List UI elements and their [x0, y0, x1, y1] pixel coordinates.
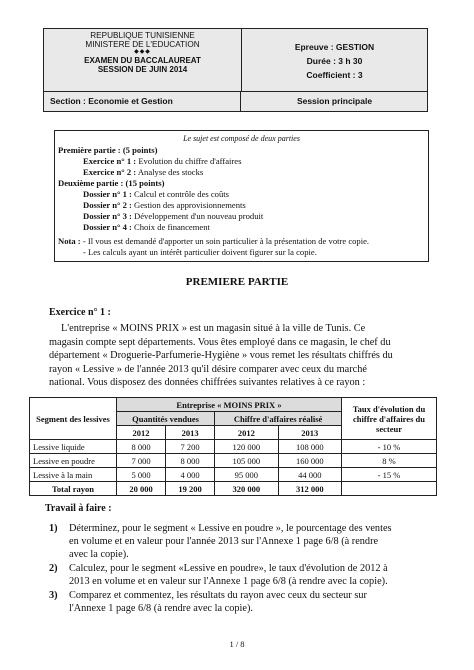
header-coefficient: Coefficient : 3	[306, 70, 363, 80]
intro-line: magasin compte sept départements. Vous êtes employé dans ce magasin, le chef du	[49, 336, 391, 348]
col-ca: Chiffre d'affaires réalisé	[215, 412, 342, 426]
summary-d1: Dossier n° 1 : Calcul et contrôle des coûts	[83, 189, 230, 199]
header-exam: EXAMEN DU BACCALAUREAT	[84, 56, 201, 65]
header-session-date: SESSION DE JUIN 2014	[97, 65, 188, 74]
summary-part2: Deuxième partie : (15 points)	[58, 178, 165, 188]
travail-title: Travail à faire :	[45, 503, 112, 514]
header-ornament: ◆◆◆	[134, 49, 151, 55]
exercise-title: Exercice n° 1 :	[49, 307, 111, 318]
header-bottom-row	[44, 91, 427, 111]
col-taux: Taux d'évolution du chiffre d'affaires du secteur	[342, 398, 437, 440]
intro-line: département « Droguerie-Parfumerie-Hygiène » vous remet les résultats chiffrés du	[49, 350, 393, 361]
summary-nota-2: - Les calculs ayant un intérêt particulier doivent figurer sur la copie.	[83, 247, 317, 257]
table-row: Lessive en poudre 7 000 8 000 105 000 160 000 8 %	[30, 454, 437, 468]
page-number: 1 / 8	[229, 639, 245, 649]
header-epreuve: Epreuve : GESTION	[294, 42, 375, 52]
question-2: 2) Calculez, pour le segment «Lessive en poudre», le taux d'évolution de 2012 à 2013 en volume et en valeur sur l'Annexe 1 page 6/8 (à rendre avec la copie).	[49, 563, 388, 587]
summary-part1: Première partie : (5 points)	[58, 145, 158, 155]
summary-d4: Dossier n° 4 : Choix de financement	[83, 222, 210, 232]
table-total-row: Total rayon 20 000 19 200 320 000 312 000	[30, 482, 437, 496]
intro-line: national. Vous disposez des données chiffrées suivantes relatives à ce rayon :	[49, 377, 366, 388]
summary-intro: Le sujet est composé de deux parties	[183, 134, 300, 143]
table-row: Lessive à la main 5 000 4 000 95 000 44 000 - 15 %	[30, 468, 437, 482]
col-year: 2013	[278, 426, 341, 440]
col-segment: Segment des lessives	[30, 398, 117, 440]
exercise-intro	[49, 322, 434, 390]
header-section: Section : Economie et Gestion	[44, 92, 241, 111]
col-entreprise: Entreprise « MOINS PRIX »	[117, 398, 342, 412]
part-title: PREMIERE PARTIE	[185, 276, 289, 288]
col-year: 2012	[117, 426, 166, 440]
header-session: Session principale	[296, 96, 373, 106]
summary-box	[54, 130, 429, 262]
header-republic: REPUBLIQUE TUNISIENNE	[90, 31, 195, 40]
col-quantites: Quantités vendues	[117, 412, 215, 426]
summary-d2: Dossier n° 2 : Gestion des approvisionnements	[83, 200, 246, 210]
table-row: Lessive liquide 8 000 7 200 120 000 108 000 - 10 %	[30, 440, 437, 454]
intro-line: rayon « Lessive » de l'année 2013 qu'il désire comparer avec ceux du marché	[49, 363, 367, 375]
summary-d3: Dossier n° 3 : Développement d'un nouveau produit	[83, 211, 264, 221]
header-exam-info	[242, 29, 427, 91]
header-ministry	[44, 29, 242, 91]
col-year: 2012	[215, 426, 278, 440]
summary-ex1: Exercice n° 1 : Evolution du chiffre d'affaires	[83, 156, 242, 166]
header-ministry-name: MINISTERE DE L'EDUCATION	[85, 40, 200, 49]
sales-table	[29, 397, 437, 496]
summary-ex2: Exercice n° 2 : Analyse des stocks	[83, 167, 204, 177]
col-year: 2013	[166, 426, 215, 440]
question-1: 1) Déterminez, pour le segment « Lessive en poudre », le pourcentage des ventes en volume et en valeur pour l'année 2013 sur l'Annexe 1 page 6/8 (à rendre avec la copie).	[49, 523, 392, 560]
intro-line: L'entreprise « MOINS PRIX » est un magasin situé à la ville de Tunis. Ce	[61, 323, 366, 334]
summary-nota: Nota : - Il vous est demandé d'apporter un soin particulier à la présentation de votre copie.	[58, 236, 370, 246]
header-duree: Durée : 3 h 30	[306, 56, 363, 66]
question-3: 3) Comparez et commentez, les résultats du rayon avec ceux du secteur sur l'Annexe 1 page 6/8 (à rendre avec la copie).	[49, 590, 367, 614]
exam-header	[43, 28, 428, 112]
